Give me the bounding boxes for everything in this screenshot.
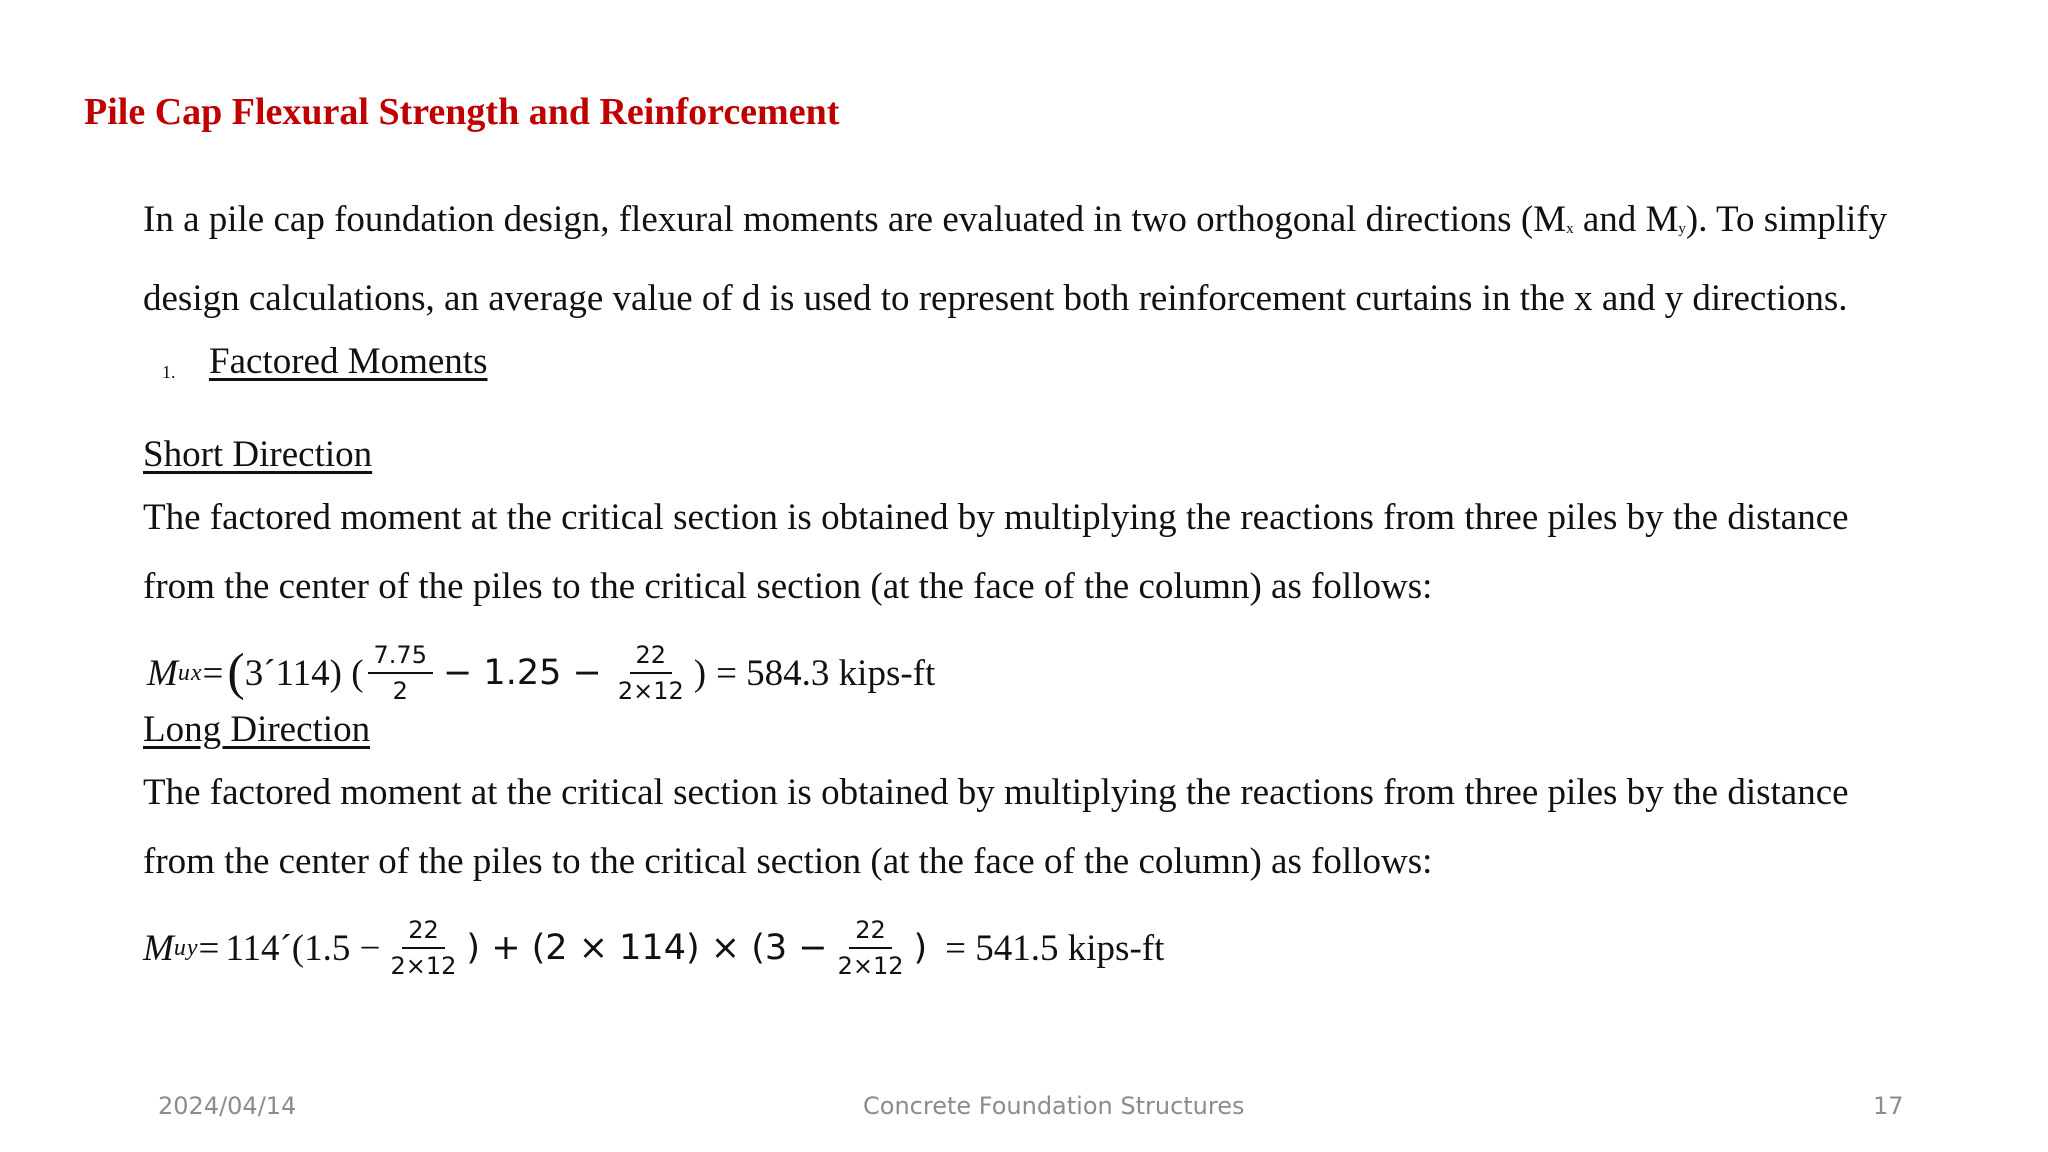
eq-long-variable: M [143,927,174,969]
list-item-factored-moments: Factored Moments [209,341,488,382]
eq-short-result: = 584.3 kips-ft [716,652,936,694]
intro-line-2: design calculations, an average value of d is used to represent both reinforcement curtains in the x and y directions. [143,278,1848,319]
long-direction-heading: Long Direction [143,709,371,750]
long-direction-equation: M uy = 114´(1.5 − $\frac{22}{2\times 12}$ ) + (2 × 114) × (3 − $\frac{22}{2\times 12}$ ) = 541.5 kips-ft [143,916,1165,980]
list-number: 1. [162,362,176,382]
long-line-1: The factored moment at the critical section is obtained by multiplying the reactions from three piles by the distance [143,772,1849,813]
eq-long-fraction-1: $\frac{22}{2\times 12}$ [390,916,457,980]
long-line-2: from the center of the piles to the critical section (at the face of the column) as follows: [143,841,1433,882]
subscript-y: y [1678,221,1686,237]
eq-short-fraction-2: $\frac{22}{2\times 12}$ [617,641,684,705]
intro-line-1: In a pile cap foundation design, flexural moments are evaluated in two orthogonal directions (Mx and My). To simplify [143,199,1888,240]
short-direction-paragraph [143,483,2023,621]
eq-long-subscript: uy [173,934,199,961]
short-line-2: from the center of the piles to the critical section (at the face of the column) as follows: [143,566,1433,607]
short-line-1: The factored moment at the critical section is obtained by multiplying the reactions from three piles by the distance [143,497,1849,538]
slide-title: Pile Cap Flexural Strength and Reinforcement [84,91,840,133]
eq-short-fraction-1: $\frac{7.75}{2}$ [368,640,433,706]
footer-date: 2024/04/14 [158,1092,297,1120]
footer-page-number: 17 [1873,1092,1904,1120]
eq-long-result: = 541.5 kips-ft [945,927,1165,969]
eq-short-subscript: ux [177,659,203,686]
long-direction-paragraph [143,758,2023,896]
short-direction-equation: M ux = ( 3´114) ( $\frac{7.75}{2}$ − 1.25 − $\frac{22}{2\times 12}$ ) = 584.3 kips-ft [147,641,936,705]
subscript-x: x [1566,221,1574,237]
eq-short-variable: M [147,652,178,694]
footer-title: Concrete Foundation Structures [863,1092,1245,1120]
short-direction-heading: Short Direction [143,434,373,475]
intro-paragraph [143,185,2023,333]
eq-long-fraction-2: $\frac{22}{2\times 12}$ [837,916,904,980]
